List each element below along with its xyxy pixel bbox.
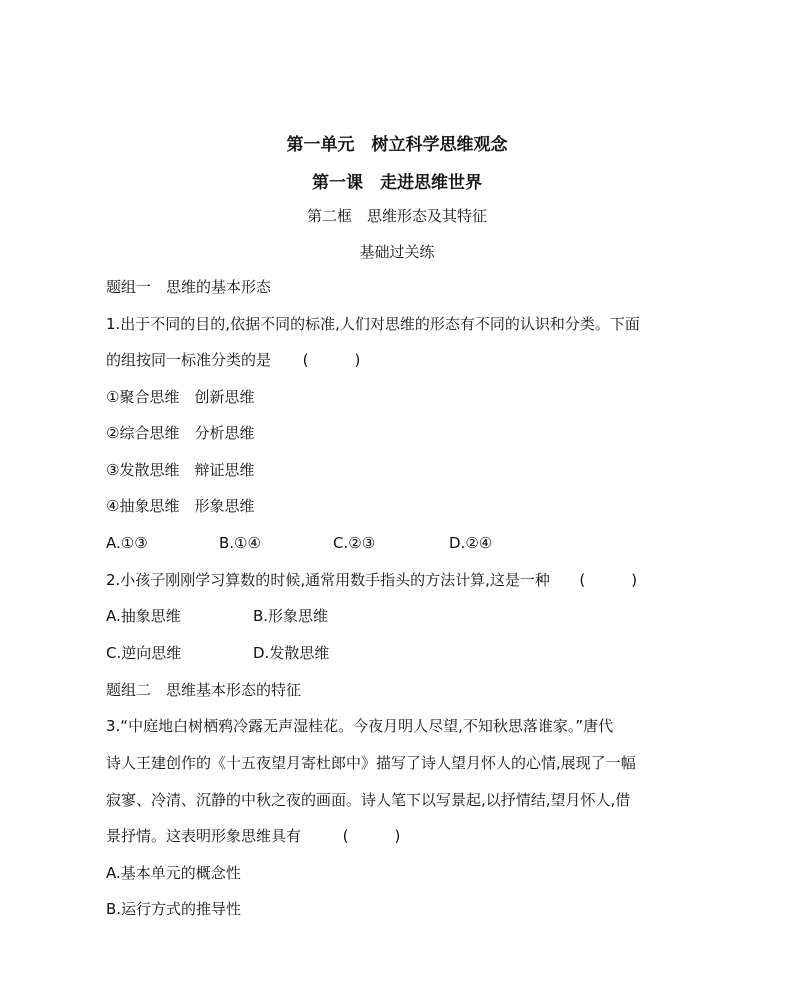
q3-stem-text: 景抒情。这表明形象思维具有	[106, 827, 302, 845]
q2-option-d: D.发散思维	[253, 644, 330, 662]
q1-option-a: A.①③	[106, 534, 148, 552]
q2-option-a: A.抽象思维	[106, 607, 181, 625]
q3-answer-paren-close: )	[394, 827, 401, 845]
q1-option-d: D.②④	[449, 534, 493, 552]
group1-title: 题组一 思维的基本形态	[106, 278, 272, 296]
group2-title: 题组二 思维基本形态的特征	[106, 681, 302, 699]
q3-option-a: A.基本单元的概念性	[106, 864, 241, 882]
section-title: 第二框 思维形态及其特征	[306, 207, 487, 225]
q3-stem-line2: 诗人王建创作的《十五夜望月寄杜郎中》描写了诗人望月怀人的心情,展现了一幅	[106, 754, 636, 772]
lesson-title: 第一课 走进思维世界	[312, 173, 482, 193]
q2-answer-paren-close: )	[631, 571, 638, 589]
q2-option-b: B.形象思维	[253, 607, 329, 625]
q2-option-c: C.逆向思维	[106, 644, 182, 662]
q1-item-3: ③发散思维 辩证思维	[106, 461, 255, 479]
q1-answer-paren-close: )	[354, 351, 361, 369]
q3-option-b: B.运行方式的推导性	[106, 900, 242, 918]
q3-stem-line3: 寂寥、冷清、沉静的中秋之夜的画面。诗人笔下以写景起,以抒情结,望月怀人,借	[106, 791, 631, 809]
q1-stem-text: 的组按同一标准分类的是	[106, 351, 272, 369]
q2-stem-text: 2.小孩子刚刚学习算数的时候,通常用数手指头的方法计算,这是一种	[106, 571, 550, 589]
q3-answer-paren-open: (	[342, 827, 349, 845]
q1-stem-line2	[106, 350, 360, 370]
q1-option-c: C.②③	[333, 534, 376, 552]
q2-answer-paren-open: (	[579, 571, 586, 589]
q1-item-2: ②综合思维 分析思维	[106, 424, 255, 442]
q2-stem	[106, 570, 637, 590]
q1-item-4: ④抽象思维 形象思维	[106, 497, 255, 515]
q1-option-b: B.①④	[219, 534, 261, 552]
q1-item-1: ①聚合思维 创新思维	[106, 388, 255, 406]
exercise-title: 基础过关练	[359, 243, 435, 261]
q1-answer-paren-open: (	[302, 351, 309, 369]
q3-stem-line1: 3.“中庭地白树栖鸦冷露无声湿桂花。今夜月明人尽望,不知秋思落谁家。”唐代	[106, 717, 614, 735]
q3-stem-line4	[106, 826, 400, 846]
unit-title: 第一单元 树立科学思维观念	[286, 135, 508, 155]
q1-stem-line1: 1.出于不同的目的,依据不同的标准,人们对思维的形态有不同的认识和分类。下面	[106, 315, 640, 333]
